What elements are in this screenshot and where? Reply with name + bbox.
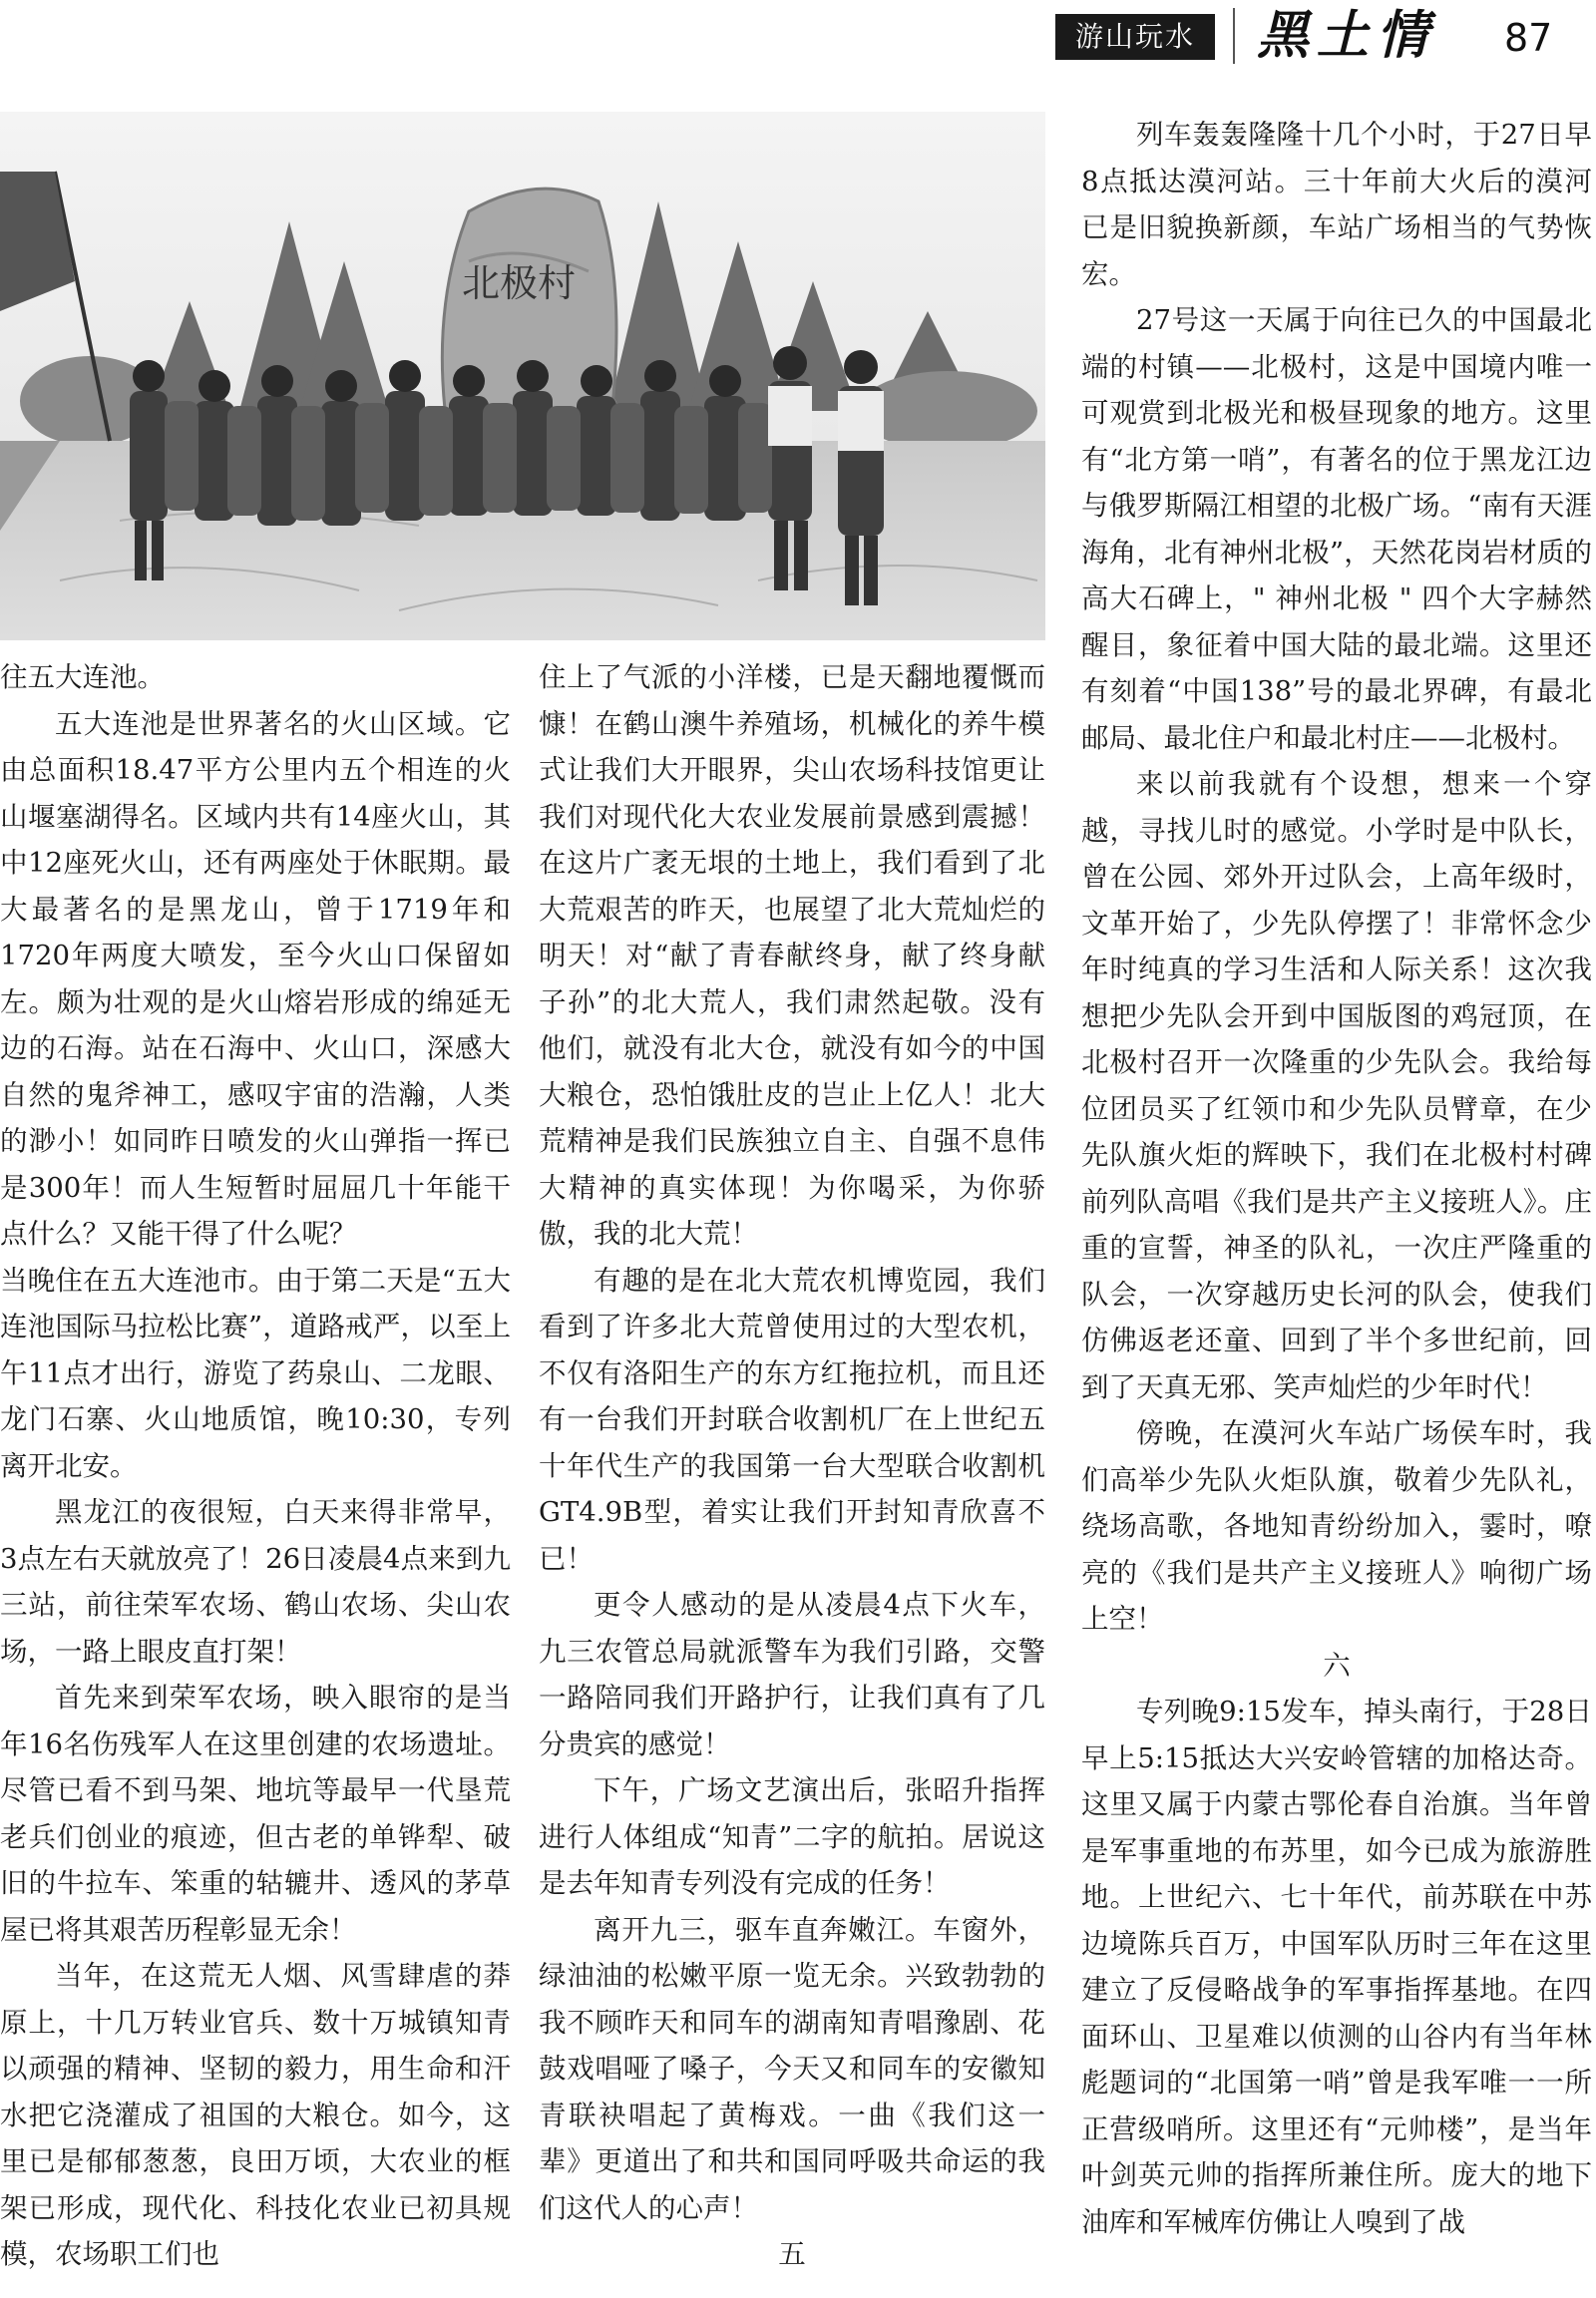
paragraph: 下午，广场文艺演出后，张昭升指挥进行人体组成“知青”二字的航拍。居说这是去年知青专列没有完成的任务！: [539, 1774, 1045, 1899]
section-number: 六: [1323, 1649, 1351, 1682]
section-tag: 游山玩水: [1055, 14, 1215, 60]
paragraph: 五大连池是世界著名的火山区域。它由总面积18.47平方公里内五个相连的火山堰塞湖得名。区域内共有14座火山，其中12座死火山，还有两座处于休眠期。最大最著名的是黑龙山，曾于1719年和1720年两度大喷发，至今火山口保留如左。颇为壮观的是火山熔岩形成的绵延无边的石海。站在石海中、火山口，深感大自然的鬼斧神工，感叹宇宙的浩瀚，人类的渺小！如同昨日喷发的火山弹指一挥已是300年！而人生短暂时屈屈几十年能干点什么？又能干得了什么呢？: [0, 707, 511, 1250]
section-number: 五: [778, 2238, 806, 2270]
paragraph: 当晚住在五大连池市。由于第二天是“五大连池国际马拉松比赛”，道路戒严，以至上午11点才出行，游览了药泉山、二龙眼、龙门石寨、火山地质馆，晚10:30，专列离开北安。: [0, 1264, 511, 1482]
group-photo: [0, 112, 1045, 640]
masthead-title: 黑土情: [1257, 5, 1437, 66]
paragraph: 往五大连池。: [0, 661, 165, 693]
paragraph: 列车轰轰隆隆十几个小时，于27日早8点抵达漠河站。三十年前大火后的漠河已是旧貌换新颜，车站广场相当的气势恢宏。: [1081, 119, 1592, 290]
article-column-right: [1081, 112, 1592, 2298]
paragraph: 离开九三，驱车直奔嫩江。车窗外，绿油油的松嫩平原一览无余。兴致勃勃的我不顾昨天和同车的湖南知青唱豫剧、花鼓戏唱哑了嗓子，今天又和同车的安徽知青联袂唱起了黄梅戏。一曲《我们这一辈》更道出了和共和国同呼吸共命运的我们这代人的心声！: [539, 1913, 1045, 2224]
paragraph: 傍晚，在漠河火车站广场侯车时，我们高举少先队火炬队旗，敬着少先队礼，绕场高歌，各地知青纷纷加入，霎时，嘹亮的《我们是共产主义接班人》响彻广场上空！: [1081, 1417, 1592, 1635]
paragraph: 更令人感动的是从凌晨4点下火车，九三农管总局就派警车为我们引路，交警一路陪同我们开路护行，让我们真有了几分贵宾的感觉！: [539, 1589, 1045, 1760]
paragraph: 专列晚9:15发车，掉头南行，于28日早上5:15抵达大兴安岭管辖的加格达奇。这里又属于内蒙古鄂伦春自治旗。当年曾是军事重地的布苏里，如今已成为旅游胜地。上世纪六、七十年代，前苏联在中苏边境陈兵百万，中国军队历时三年在这里建立了反侵略战争的军事指挥基地。在四面环山、卫星难以侦测的山谷内有当年林彪题词的“北国第一哨”曾是我军唯一一所正营级哨所。这里还有“元帅楼”，是当年叶剑英元帅的指挥所兼住所。庞大的地下油库和军械库仿佛让人嗅到了战: [1081, 1696, 1592, 2238]
paragraph: 有趣的是在北大荒农机博览园，我们看到了许多北大荒曾使用过的大型农机，不仅有洛阳生产的东方红拖拉机，而且还有一台我们开封联合收割机厂在上世纪五十年代生产的我国第一台大型联合收割机GT4.9B型，着实让我们开封知青欣喜不已！: [539, 1264, 1045, 1575]
paragraph: 当年，在这荒无人烟、风雪肆虐的莽原上，十几万转业官兵、数十万城镇知青以顽强的精神、坚韧的毅力，用生命和汗水把它浇灌成了祖国的大粮仓。如今，这里已是郁郁葱葱，良田万顷，大农业的框架已形成，现代化、科技化农业已初具规模，农场职工们也: [0, 1960, 511, 2270]
paragraph: 住上了气派的小洋楼，已是天翻地覆慨而慷！在鹤山澳牛养殖场，机械化的养牛模式让我们大开眼界，尖山农场科技馆更让我们对现代化大农业发展前景感到震撼！在这片广袤无垠的土地上，我们看到了北大荒艰苦的昨天，也展望了北大荒灿烂的明天！对“献了青春献终身，献了终身献子孙”的北大荒人，我们肃然起敬。没有他们，就没有北大仓，就没有如今的中国大粮仓，恐怕饿肚皮的岂止上亿人！北大荒精神是我们民族独立自主、自强不息伟大精神的真实体现！为你喝采，为你骄傲，我的北大荒！: [539, 661, 1045, 1250]
paragraph: 首先来到荣军农场，映入眼帘的是当年16名伤残军人在这里创建的农场遗址。尽管已看不到马架、地坑等最早一代垦荒老兵们创业的痕迹，但古老的单铧犁、破旧的牛拉车、笨重的轱辘井、透风的茅草屋已将其艰苦历程彰显无余！: [0, 1682, 511, 1946]
page-header: [0, 0, 1596, 80]
paragraph: 27号这一天属于向往已久的中国最北端的村镇——北极村，这是中国境内唯一可观赏到北极光和极昼现象的地方。这里有“北方第一哨”，有著名的位于黑龙江边与俄罗斯隔江相望的北极广场。“南有天涯海角，北有神州北极”，天然花岗岩材质的高大石碑上，" 神州北极 " 四个大字赫然醒目，象征着中国大陆的最北端。这里还有刻着“中国138”号的最北界碑，有最北邮局、最北住户和最北村庄——北极村。: [1081, 304, 1592, 754]
article-column-middle: [539, 654, 1045, 2298]
paragraph: 来以前我就有个设想，想来一个穿越，寻找儿时的感觉。小学时是中队长，曾在公园、郊外开过队会，上高年级时，文革开始了，少先队停摆了！非常怀念少年时纯真的学习生活和人际关系！这次我想把少先队会开到中国版图的鸡冠顶，在北极村召开一次隆重的少先队会。我给每位团员买了红领巾和少先队员臂章，在少先队旗火炬的辉映下，我们在北极村村碑前列队高唱《我们是共产主义接班人》。庄重的宣誓，神圣的队礼，一次庄严隆重的队会，一次穿越历史长河的队会，使我们仿佛返老还童、回到了半个多世纪前，回到了天真无邪、笑声灿烂的少年时代！: [1081, 768, 1592, 1403]
header-divider: [1233, 8, 1235, 64]
page-number: 87: [1504, 16, 1553, 60]
paragraph: 黑龙江的夜很短，白天来得非常早，3点左右天就放亮了！26日凌晨4点来到九三站，前往荣军农场、鹤山农场、尖山农场，一路上眼皮直打架！: [0, 1496, 511, 1668]
article-column-left: [0, 654, 511, 2298]
group-photo-illustration: [0, 112, 1045, 640]
rock-inscription: 北极村: [461, 261, 577, 305]
